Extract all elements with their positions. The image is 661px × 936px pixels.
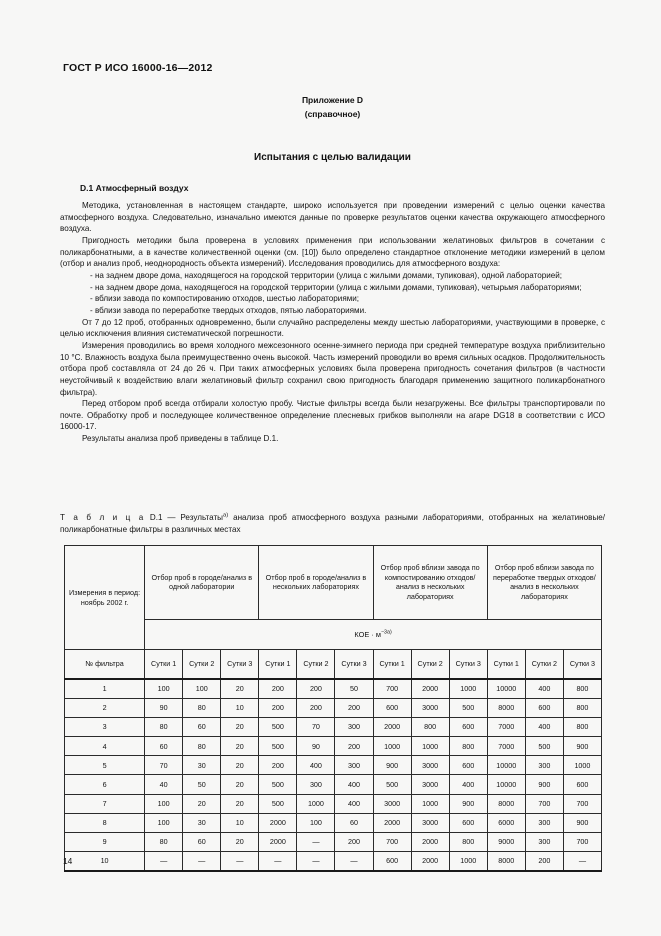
measurement-cell: 200 xyxy=(297,699,335,718)
measurement-cell: 60 xyxy=(145,737,183,756)
list-item: - вблизи завода по переработке твердых отходов, пятью лабораториями. xyxy=(90,305,367,315)
measurement-cell: 800 xyxy=(563,679,601,699)
table-caption-text-2: анализа проб атмосферного воздуха разными лабораториями, отобранных на желатиновые/поликарбонатные фильтры в различных местах xyxy=(60,513,606,534)
measurement-cell: 400 xyxy=(449,775,487,794)
measurement-cell: 500 xyxy=(373,775,411,794)
measurement-cell: 800 xyxy=(563,718,601,737)
measurement-cell: 600 xyxy=(449,813,487,832)
measurement-cell: 900 xyxy=(449,794,487,813)
measurement-cell: 500 xyxy=(449,699,487,718)
filter-number-cell: 4 xyxy=(65,737,145,756)
table-row xyxy=(65,718,602,737)
measurement-cell: 1000 xyxy=(563,756,601,775)
measurement-cell: 2000 xyxy=(259,813,297,832)
measurement-cell: 50 xyxy=(335,679,373,699)
measurement-cell: 3000 xyxy=(411,699,449,718)
row-header-label: № фильтра xyxy=(65,650,145,680)
measurement-cell: 200 xyxy=(259,756,297,775)
table-caption-text-1: Результаты xyxy=(180,513,224,522)
measurement-cell: 400 xyxy=(335,794,373,813)
measurement-cell: 100 xyxy=(145,813,183,832)
measurement-cell: 10000 xyxy=(487,775,525,794)
measurement-cell: 20 xyxy=(221,679,259,699)
measurement-cell: 300 xyxy=(297,775,335,794)
subheader-day: Сутки 3 xyxy=(563,650,601,680)
measurement-cell: 500 xyxy=(525,737,563,756)
measurement-cell: 600 xyxy=(563,775,601,794)
table-corner-header: Измерения в период: ноябрь 2002 г. xyxy=(65,546,145,650)
measurement-cell: 2000 xyxy=(373,813,411,832)
measurement-cell: 1000 xyxy=(449,851,487,871)
measurement-cell: 80 xyxy=(145,718,183,737)
subheader-day: Сутки 1 xyxy=(373,650,411,680)
measurement-cell: 700 xyxy=(525,794,563,813)
table-row xyxy=(65,794,602,813)
table-row xyxy=(65,699,602,718)
measurement-cell: 30 xyxy=(183,813,221,832)
paragraph: Результаты анализа проб приведены в таблице D.1. xyxy=(82,434,279,444)
measurement-cell: 60 xyxy=(183,832,221,851)
measurement-cell: 10 xyxy=(221,699,259,718)
results-table xyxy=(64,545,602,872)
measurement-cell: 600 xyxy=(373,851,411,871)
page-number: 14 xyxy=(63,856,73,866)
measurement-cell: 600 xyxy=(449,756,487,775)
measurement-cell: 200 xyxy=(525,851,563,871)
units-exponent: −3a) xyxy=(380,629,392,636)
annex-label: Приложение D xyxy=(301,95,364,105)
paragraph: Методика, установленная в настоящем стандарте, широко используется при проведении измерений с целью оценки качества атмосферного воздуха. Следовательно, изначально имеются данные по проверке результатов оценки качества окружающего атмосферного воздуха. xyxy=(60,201,605,234)
measurement-cell: 1000 xyxy=(449,679,487,699)
list-item: - на заднем дворе дома, находящегося на городской территории (улица с жилыми домами, тупиковая), одной лабораторией; xyxy=(90,270,563,280)
table-row xyxy=(65,756,602,775)
subheader-day: Сутки 1 xyxy=(145,650,183,680)
measurement-cell: 400 xyxy=(335,775,373,794)
table-caption xyxy=(60,512,605,536)
measurement-cell: 20 xyxy=(221,794,259,813)
page-title: Испытания с целью валидации xyxy=(254,152,411,163)
measurement-cell: 2000 xyxy=(259,832,297,851)
measurement-cell: 500 xyxy=(259,775,297,794)
filter-number-cell: 9 xyxy=(65,832,145,851)
table-body xyxy=(65,679,602,871)
measurement-cell: 900 xyxy=(373,756,411,775)
measurement-cell: 300 xyxy=(335,756,373,775)
annex-note: (справочное) xyxy=(304,109,361,119)
measurement-cell: 40 xyxy=(145,775,183,794)
measurement-cell: 100 xyxy=(145,679,183,699)
measurement-cell: 900 xyxy=(563,813,601,832)
paragraph: Измерения проводились во время холодного межсезонного осенне-зимнего периода при средней температуре воздуха приблизительно 10 °C. Влажность воздуха была преимущественно очень высокой. Часть измерений проводили во время сильных осадков. Продолжительность отбора проб составляла от 24 до 26 ч. При таких атмосферных условиях была проверена пригодность сочетания фильтров (в частности неустойчивый к воздействию влаги желатиновый фильтр сохранил свою пригодность благодаря применению защитного поликарбонатного фильтра). xyxy=(60,340,605,397)
measurement-cell: 200 xyxy=(297,679,335,699)
subheader-day: Сутки 2 xyxy=(525,650,563,680)
measurement-cell: — xyxy=(183,851,221,871)
filter-number-cell: 3 xyxy=(65,718,145,737)
measurement-cell: 200 xyxy=(335,699,373,718)
paragraph: От 7 до 12 проб, отобранных одновременно, были случайно распределены между шестью лабораториями, участвующими в проверке, с целью исключения влияния систематической погрешности. xyxy=(60,317,605,339)
table-caption-number: D.1 xyxy=(149,513,163,522)
filter-number-cell: 7 xyxy=(65,794,145,813)
filter-number-cell: 1 xyxy=(65,679,145,699)
measurement-cell: 300 xyxy=(525,832,563,851)
measurement-cell: 2000 xyxy=(411,679,449,699)
measurement-cell: 2000 xyxy=(373,718,411,737)
measurement-cell: 7000 xyxy=(487,718,525,737)
filter-number-cell: 8 xyxy=(65,813,145,832)
table-caption-label: Т а б л и ц а xyxy=(60,513,146,522)
units-label xyxy=(145,619,602,649)
measurement-cell: 800 xyxy=(563,699,601,718)
measurement-cell: 200 xyxy=(335,737,373,756)
measurement-cell: 1000 xyxy=(373,737,411,756)
measurement-cell: — xyxy=(145,851,183,871)
measurement-cell: 600 xyxy=(525,699,563,718)
table-row xyxy=(65,775,602,794)
table-row xyxy=(65,851,602,871)
measurement-cell: 500 xyxy=(259,737,297,756)
measurement-cell: 200 xyxy=(335,832,373,851)
measurement-cell: 3000 xyxy=(373,794,411,813)
measurement-cell: — xyxy=(259,851,297,871)
page-content xyxy=(60,0,605,936)
annex-heading xyxy=(60,93,605,121)
subheader-day: Сутки 2 xyxy=(183,650,221,680)
measurement-cell: 700 xyxy=(373,679,411,699)
filter-number-cell: 10 xyxy=(65,851,145,871)
measurement-cell: 10000 xyxy=(487,756,525,775)
measurement-cell: 80 xyxy=(183,737,221,756)
measurement-cell: 90 xyxy=(297,737,335,756)
subheader-day: Сутки 1 xyxy=(259,650,297,680)
measurement-cell: 600 xyxy=(449,718,487,737)
measurement-cell: 800 xyxy=(411,718,449,737)
measurement-cell: 400 xyxy=(525,718,563,737)
table-caption-footnote-mark: a) xyxy=(223,512,229,519)
measurement-cell: — xyxy=(297,832,335,851)
measurement-cell: 70 xyxy=(145,756,183,775)
measurement-cell: 100 xyxy=(183,679,221,699)
measurement-cell: 700 xyxy=(373,832,411,851)
measurement-cell: 10000 xyxy=(487,679,525,699)
measurement-cell: 60 xyxy=(183,718,221,737)
measurement-cell: 600 xyxy=(373,699,411,718)
group-header-compost-plant: Отбор проб вблизи завода по компостированию отходов/анализ в нескольких лабораториях xyxy=(373,546,487,620)
section-heading: D.1 Атмосферный воздух xyxy=(80,183,189,193)
subheader-day: Сутки 3 xyxy=(335,650,373,680)
measurement-cell: 3000 xyxy=(411,813,449,832)
measurement-cell: 8000 xyxy=(487,699,525,718)
measurement-cell: — xyxy=(221,851,259,871)
measurement-cell: 2000 xyxy=(411,851,449,871)
subheader-day: Сутки 2 xyxy=(297,650,335,680)
filter-number-cell: 5 xyxy=(65,756,145,775)
measurement-cell: 200 xyxy=(259,699,297,718)
measurement-cell: — xyxy=(563,851,601,871)
measurement-cell: 300 xyxy=(335,718,373,737)
table-caption-dash: — xyxy=(167,513,176,522)
measurement-cell: 8000 xyxy=(487,794,525,813)
measurement-cell: 7000 xyxy=(487,737,525,756)
table-row xyxy=(65,832,602,851)
standard-designation: ГОСТ Р ИСО 16000-16—2012 xyxy=(63,62,213,74)
measurement-cell: 900 xyxy=(563,737,601,756)
table-units-row xyxy=(65,619,602,649)
measurement-cell: 90 xyxy=(145,699,183,718)
measurement-cell: 500 xyxy=(259,718,297,737)
measurement-cell: 80 xyxy=(145,832,183,851)
measurement-cell: — xyxy=(297,851,335,871)
measurement-cell: 20 xyxy=(183,794,221,813)
measurement-cell: 700 xyxy=(563,794,601,813)
measurement-cell: 20 xyxy=(221,832,259,851)
measurement-cell: 3000 xyxy=(411,775,449,794)
filter-number-cell: 6 xyxy=(65,775,145,794)
filter-number-cell: 2 xyxy=(65,699,145,718)
measurement-cell: 400 xyxy=(525,679,563,699)
measurement-cell: 800 xyxy=(449,832,487,851)
paragraph: Пригодность методики была проверена в условиях применения при использовании желатиновых фильтров в сочетании с поликарбонатными, а в качестве количественной оценки (см. [10]) было определено стандартное отклонение методики измерений в целом (отбор и анализ проб, неоднородность объекта измерений). Исследования проводились для атмосферного воздуха: xyxy=(60,235,605,269)
group-header-city-one-lab: Отбор проб в городе/анализ в одной лаборатории xyxy=(145,546,259,620)
measurement-cell: 20 xyxy=(221,718,259,737)
table-subheader-row xyxy=(65,650,602,680)
units-text: КОЕ · м xyxy=(354,629,381,639)
measurement-cell: 60 xyxy=(335,813,373,832)
measurement-cell: 3000 xyxy=(411,756,449,775)
measurement-cell: 900 xyxy=(525,775,563,794)
measurement-cell: 1000 xyxy=(411,794,449,813)
measurement-cell: 800 xyxy=(449,737,487,756)
measurement-cell: 30 xyxy=(183,756,221,775)
measurement-cell: 400 xyxy=(297,756,335,775)
measurement-cell: 6000 xyxy=(487,813,525,832)
group-header-city-multi-lab: Отбор проб в городе/анализ в нескольких лабораториях xyxy=(259,546,373,620)
measurement-cell: 20 xyxy=(221,756,259,775)
measurement-cell: 100 xyxy=(145,794,183,813)
table-header-row-groups xyxy=(65,546,602,620)
measurement-cell: 200 xyxy=(259,679,297,699)
measurement-cell: 20 xyxy=(221,775,259,794)
subheader-day: Сутки 2 xyxy=(411,650,449,680)
subheader-day: Сутки 1 xyxy=(487,650,525,680)
list-item: - вблизи завода по компостированию отходов, шестью лабораториями; xyxy=(90,294,360,304)
measurement-cell: 100 xyxy=(297,813,335,832)
measurement-cell: 700 xyxy=(563,832,601,851)
measurement-cell: 9000 xyxy=(487,832,525,851)
group-header-solid-waste-plant: Отбор проб вблизи завода по переработке твердых отходов/анализ в нескольких лабораториях xyxy=(487,546,601,620)
paragraph: Перед отбором проб всегда отбирали холостую пробу. Чистые фильтры всегда были незагружены. Все фильтры транспортировали по почте. Обработку проб и последующее количественное определение плесневых грибков выполняли на агаре DG18 в соответствии с ИСО 16000-17. xyxy=(60,399,605,432)
table-row xyxy=(65,813,602,832)
measurement-cell: 1000 xyxy=(297,794,335,813)
list-item: - на заднем дворе дома, находящегося на городской территории (улица с жилыми домами, тупиковая), четырьмя лабораториями; xyxy=(90,282,582,292)
measurement-cell: — xyxy=(335,851,373,871)
table-row xyxy=(65,737,602,756)
measurement-cell: 50 xyxy=(183,775,221,794)
subheader-day: Сутки 3 xyxy=(221,650,259,680)
measurement-cell: 70 xyxy=(297,718,335,737)
measurement-cell: 10 xyxy=(221,813,259,832)
measurement-cell: 300 xyxy=(525,813,563,832)
subheader-day: Сутки 3 xyxy=(449,650,487,680)
body-text xyxy=(60,200,605,445)
measurement-cell: 500 xyxy=(259,794,297,813)
measurement-cell: 20 xyxy=(221,737,259,756)
measurement-cell: 300 xyxy=(525,756,563,775)
measurement-cell: 80 xyxy=(183,699,221,718)
measurement-cell: 8000 xyxy=(487,851,525,871)
measurement-cell: 2000 xyxy=(411,832,449,851)
measurement-cell: 1000 xyxy=(411,737,449,756)
table-row xyxy=(65,679,602,699)
